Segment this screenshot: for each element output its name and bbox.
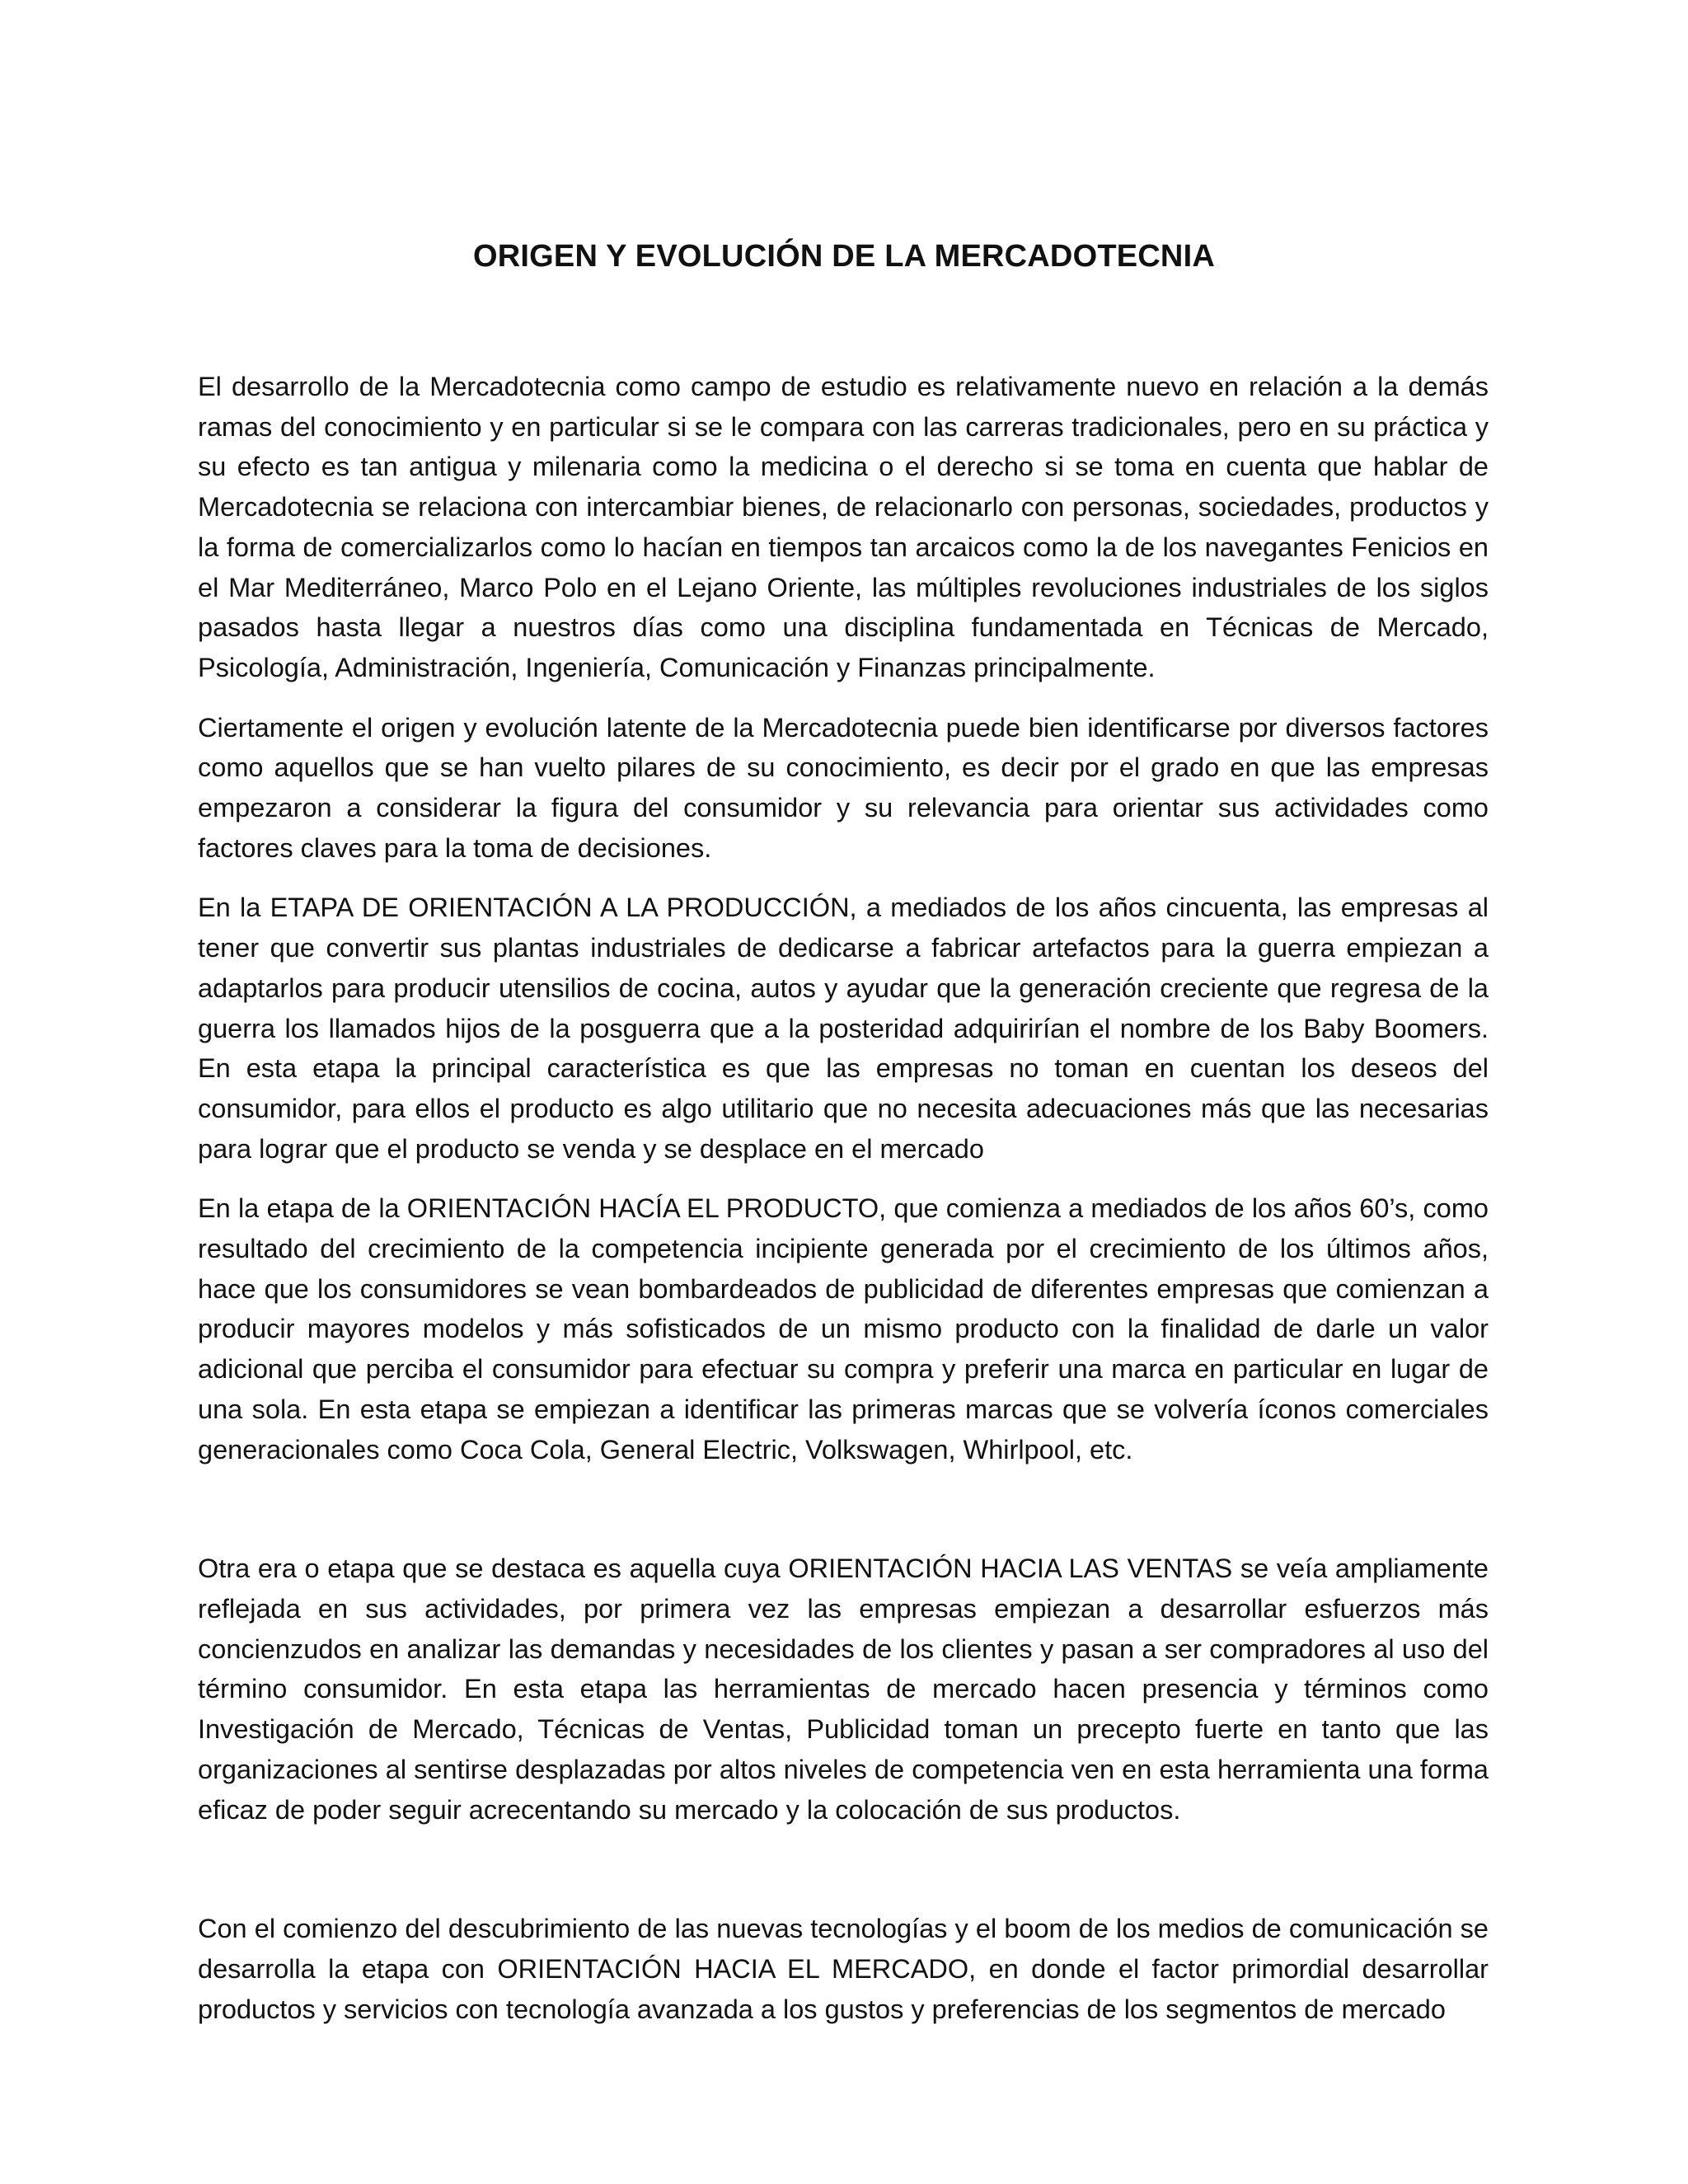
paragraph-sales-stage: Otra era o etapa que se destaca es aquella cuya ORIENTACIÓN HACIA LAS VENTAS se veía ampliamente reflejada en sus actividades, por primera vez las empresas empiezan a desarrollar esfuerzos más concienzudos en analizar las demandas y necesidades de los clientes y pasan a ser compradores al uso del término consumidor. En esta etapa las herramientas de mercado hacen presencia y términos como Investigación de Mercado, Técnicas de Ventas, Publicidad toman un precepto fuerte en tanto que las organizaciones al sentirse desplazadas por altos niveles de competencia ven en esta herramienta una forma eficaz de poder seguir acrecentando su mercado y la colocación de sus productos.	[198, 1554, 1489, 1825]
paragraph-product-stage: En la etapa de la ORIENTACIÓN HACÍA EL PRODUCTO, que comienza a mediados de los años 60’s, como resultado del crecimiento de la competencia incipiente generada por el crecimiento de los últimos años, hace que los consumidores se vean bombardeados de publicidad de diferentes empresas que comienzan a producir mayores modelos y más sofisticados de un mismo producto con la finalidad de darle un valor adicional que perciba el consumidor para efectuar su compra y preferir una marca en particular en lugar de una sola. En esta etapa se empiezan a identificar las primeras marcas que se volvería íconos comerciales generacionales como Coca Cola, General Electric, Volkswagen, Whirlpool, etc.	[198, 1193, 1489, 1465]
paragraph-intro: El desarrollo de la Mercadotecnia como campo de estudio es relativamente nuevo en relación a la demás ramas del conocimiento y en particular si se le compara con las carreras tradicionales, pero en su práctica y su efecto es tan antigua y milenaria como la medicina o el derecho si se toma en cuenta que hablar de Mercadotecnia se relaciona con intercambiar bienes, de relacionarlo con personas, sociedades, productos y la forma de comercializarlos como lo hacían en tiempos tan arcaicos como la de los navegantes Fenicios en el Mar Mediterráneo, Marco Polo en el Lejano Oriente, las múltiples revoluciones industriales de los siglos pasados hasta llegar a nuestros días como una disciplina fundamentada en Técnicas de Mercado, Psicología, Administración, Ingeniería, Comunicación y Finanzas principalmente.	[198, 372, 1489, 682]
document-title: ORIGEN Y EVOLUCIÓN DE LA MERCADOTECNIA	[473, 239, 1215, 274]
document-body	[198, 367, 1489, 2049]
paragraph-origin: Ciertamente el origen y evolución latente de la Mercadotecnia puede bien identificarse por diversos factores como aquellos que se han vuelto pilares de su conocimiento, es decir por el grado en que las empresas empezaron a considerar la figura del consumidor y su relevancia para orientar sus actividades como factores claves para la toma de decisiones.	[198, 712, 1489, 863]
paragraph-market-stage: Con el comienzo del descubrimiento de las nuevas tecnologías y el boom de los medios de comunicación se desarrolla la etapa con ORIENTACIÓN HACIA EL MERCADO, en donde el factor primordial desarrollar productos y servicios con tecnología avanzada a los gustos y preferencias de los segmentos de mercado	[198, 1914, 1489, 2024]
paragraph-production-stage: En la ETAPA DE ORIENTACIÓN A LA PRODUCCIÓN, a mediados de los años cincuenta, las empresas al tener que convertir sus plantas industriales de dedicarse a fabricar artefactos para la guerra empiezan a adaptarlos para producir utensilios de cocina, autos y ayudar que la generación creciente que regresa de la guerra los llamados hijos de la posguerra que a la posteridad adquirirían el nombre de los Baby Boomers. En esta etapa la principal característica es que las empresas no toman en cuentan los deseos del consumidor, para ellos el producto es algo utilitario que no necesita adecuaciones más que las necesarias para lograr que el producto se venda y se desplace en el mercado	[198, 893, 1489, 1164]
